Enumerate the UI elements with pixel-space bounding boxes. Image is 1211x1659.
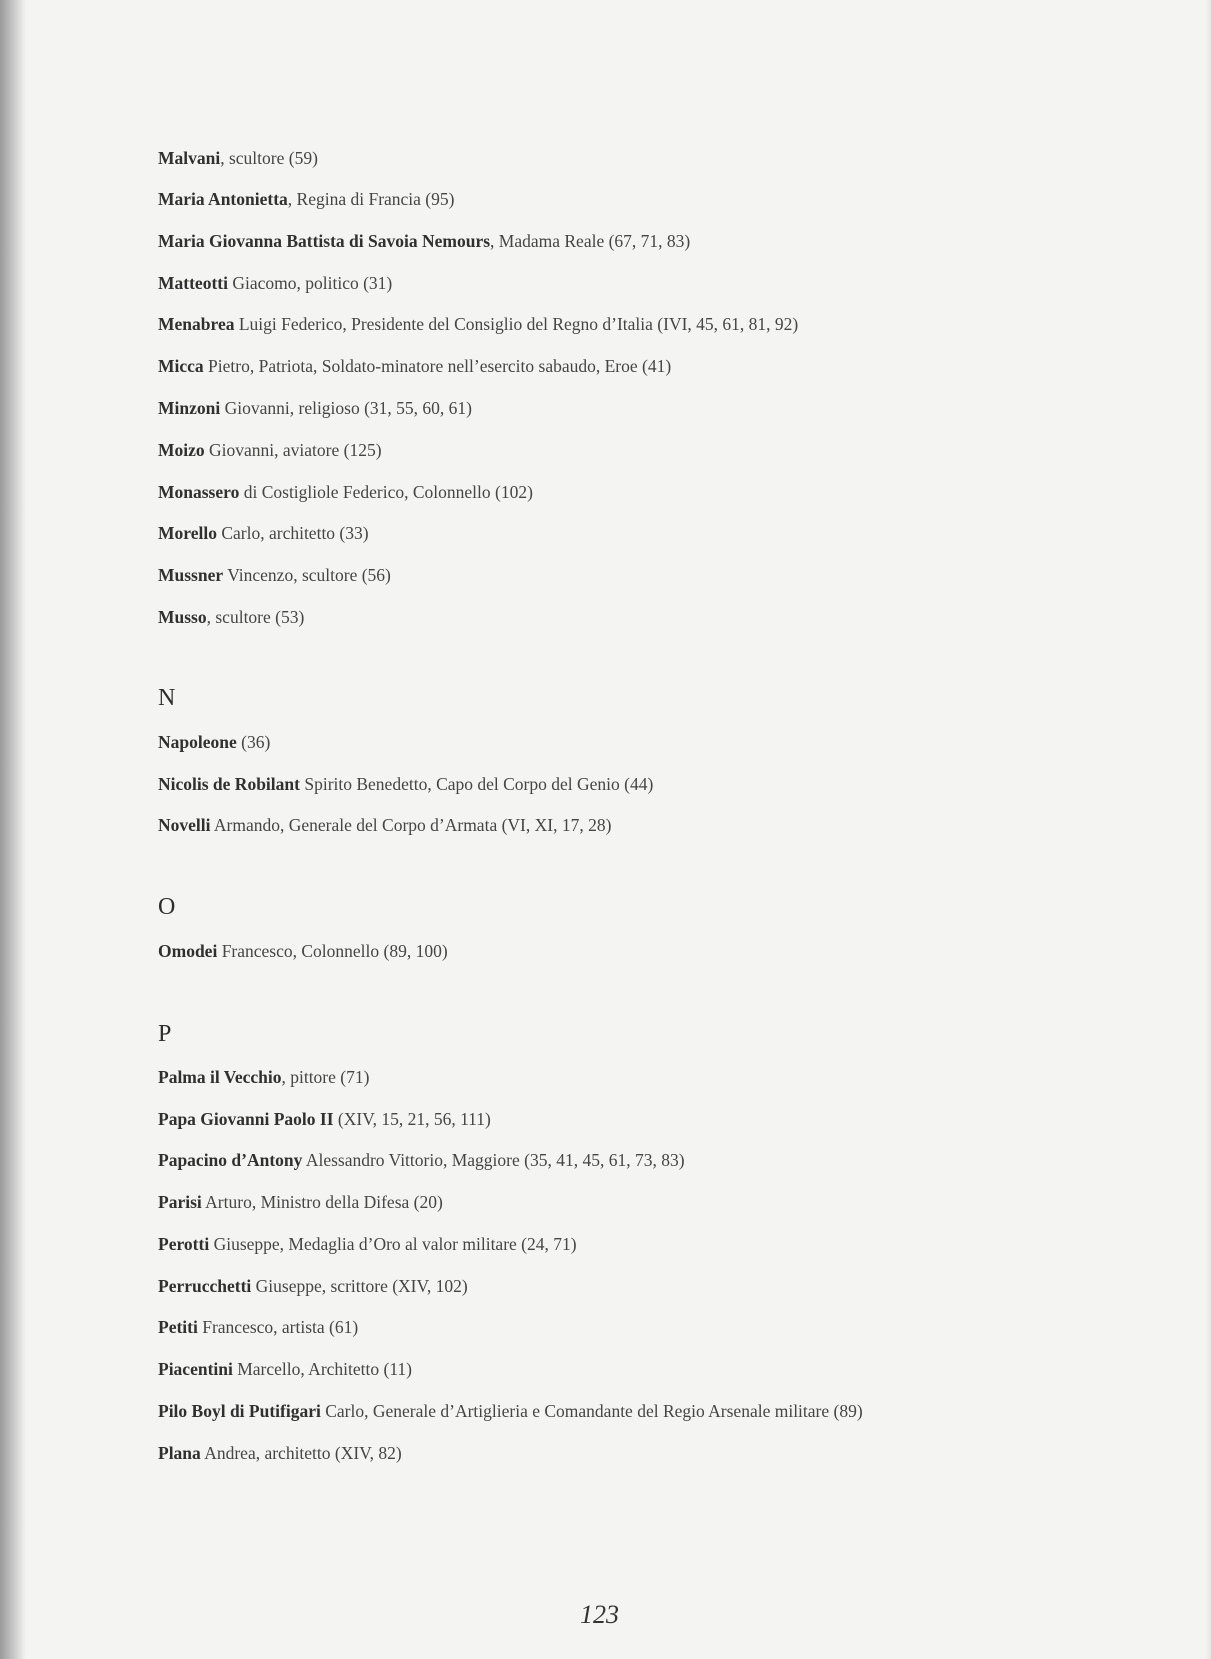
index-entry xyxy=(158,1275,468,1297)
entry-name: Micca xyxy=(158,356,204,376)
entry-name: Omodei xyxy=(158,941,218,961)
index-entry xyxy=(158,1108,491,1130)
entry-name: Parisi xyxy=(158,1192,202,1212)
entry-name: Monassero xyxy=(158,482,240,502)
entry-name: Plana xyxy=(158,1443,201,1463)
entry-description: , Madama Reale (67, 71, 83) xyxy=(490,231,691,251)
entry-description: Giacomo, politico (31) xyxy=(227,273,393,293)
entry-description: (36) xyxy=(236,732,271,752)
entry-description: Francesco, artista (61) xyxy=(197,1317,359,1337)
entry-description: , Regina di Francia (95) xyxy=(287,189,455,209)
entry-description: Arturo, Ministro della Difesa (20) xyxy=(201,1192,443,1212)
entry-name: Minzoni xyxy=(158,398,221,418)
index-entry xyxy=(158,940,448,962)
entry-name: Maria Antonietta xyxy=(158,189,288,209)
entry-description: Giovanni, religioso (31, 55, 60, 61) xyxy=(220,398,473,418)
entry-description: di Costigliole Federico, Colonnello (102) xyxy=(239,482,533,502)
entry-name: Petiti xyxy=(158,1317,198,1337)
entry-name: Perotti xyxy=(158,1234,210,1254)
entry-description: Carlo, architetto (33) xyxy=(216,523,369,543)
entry-name: Pilo Boyl di Putifigari xyxy=(158,1401,321,1421)
entry-description: , scultore (59) xyxy=(220,148,318,168)
entry-name: Perrucchetti xyxy=(158,1276,252,1296)
entry-name: Mussner xyxy=(158,565,224,585)
index-entry xyxy=(158,1233,577,1255)
entry-description: Giuseppe, scrittore (XIV, 102) xyxy=(251,1276,468,1296)
entry-description: Marcello, Architetto (11) xyxy=(232,1359,413,1379)
index-entry xyxy=(158,230,690,252)
entry-name: Menabrea xyxy=(158,314,235,334)
index-entry xyxy=(158,773,653,795)
index-entry xyxy=(158,397,472,419)
entry-description: Carlo, Generale d’Artiglieria e Comandante del Regio Arsenale militare (89) xyxy=(320,1401,863,1421)
index-entry xyxy=(158,439,382,461)
index-entry xyxy=(158,1191,443,1213)
book-spine-shadow xyxy=(0,0,26,1659)
entry-description: Pietro, Patriota, Soldato-minatore nell’esercito sabaudo, Eroe (41) xyxy=(203,356,672,376)
entry-description: Giuseppe, Medaglia d’Oro al valor militare (24, 71) xyxy=(209,1234,577,1254)
entry-name: Maria Giovanna Battista di Savoia Nemours xyxy=(158,231,491,251)
entry-description: Vincenzo, scultore (56) xyxy=(223,565,391,585)
entry-name: Matteotti xyxy=(158,273,228,293)
entry-name: Malvani xyxy=(158,148,221,168)
entry-name: Palma il Vecchio xyxy=(158,1067,282,1087)
index-entry xyxy=(158,272,392,294)
index-entry xyxy=(158,355,671,377)
entry-name: Napoleone xyxy=(158,732,237,752)
section-letter-heading: O xyxy=(158,894,176,920)
entry-name: Papacino d’Antony xyxy=(158,1150,303,1170)
index-entry xyxy=(158,522,369,544)
entry-description: (XIV, 15, 21, 56, 111) xyxy=(333,1109,491,1129)
index-entry xyxy=(158,606,304,628)
entry-name: Piacentini xyxy=(158,1359,233,1379)
index-entry xyxy=(158,188,454,210)
entry-description: , scultore (53) xyxy=(206,607,305,627)
entry-name: Nicolis de Robilant xyxy=(158,774,300,794)
entry-description: Giovanni, aviatore (125) xyxy=(204,440,382,460)
entry-name: Novelli xyxy=(158,815,211,835)
index-entry xyxy=(158,147,318,169)
index-entry xyxy=(158,1149,685,1171)
index-entry xyxy=(158,1400,863,1422)
entry-description: Armando, Generale del Corpo d’Armata (VI, XI, 17, 28) xyxy=(210,815,612,835)
entry-description: Francesco, Colonnello (89, 100) xyxy=(217,941,448,961)
index-entry xyxy=(158,814,611,836)
index-entry xyxy=(158,481,533,503)
index-entry xyxy=(158,1066,369,1088)
page-number: 123 xyxy=(580,1600,619,1629)
entry-name: Moizo xyxy=(158,440,205,460)
page-edge xyxy=(1205,0,1211,1659)
entry-name: Musso xyxy=(158,607,207,627)
entry-description: Andrea, architetto (XIV, 82) xyxy=(200,1443,402,1463)
index-entry xyxy=(158,731,270,753)
index-entry xyxy=(158,1316,358,1338)
section-letter-heading: N xyxy=(158,685,176,711)
index-entry xyxy=(158,1358,412,1380)
entry-description: Alessandro Vittorio, Maggiore (35, 41, 45, 61, 73, 83) xyxy=(302,1150,685,1170)
entry-name: Papa Giovanni Paolo II xyxy=(158,1109,334,1129)
index-entry xyxy=(158,564,391,586)
index-entry xyxy=(158,313,798,335)
section-letter-heading: P xyxy=(158,1021,172,1047)
entry-description: Spirito Benedetto, Capo del Corpo del Genio (44) xyxy=(299,774,654,794)
entry-name: Morello xyxy=(158,523,217,543)
entry-description: Luigi Federico, Presidente del Consiglio del Regno d’Italia (IVI, 45, 61, 81, 92) xyxy=(234,314,799,334)
index-entry xyxy=(158,1442,402,1464)
entry-description: , pittore (71) xyxy=(281,1067,370,1087)
